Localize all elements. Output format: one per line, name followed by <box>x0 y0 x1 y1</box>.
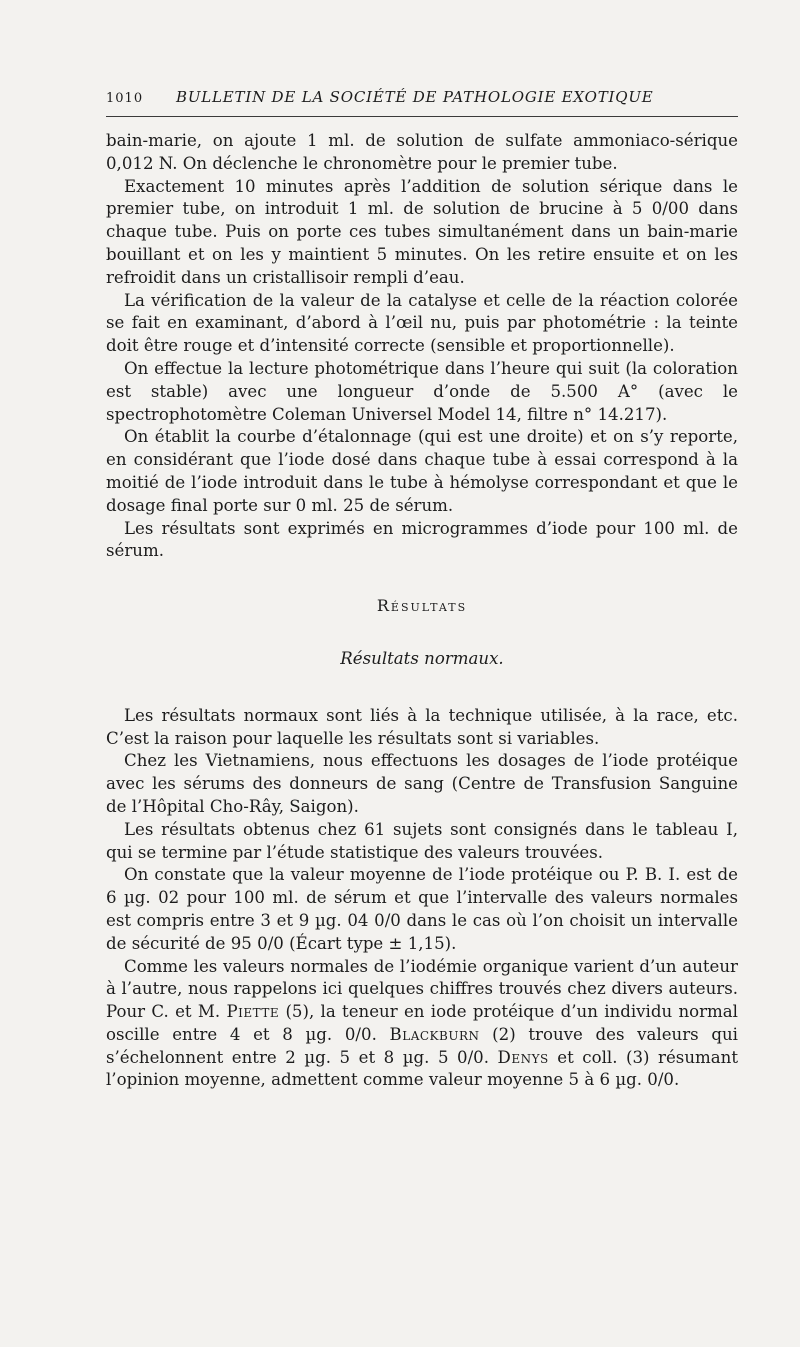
paragraph: On établit la courbe d’étalonnage (qui est une droite) et on s’y reporte, en considérant que l’iode dosé dans chaque tube à essai correspond à la moitié de l’iode introduit dans le tube à hémolyse correspondant et que le dosage final porte sur 0 ml. 25 de sérum. <box>106 427 738 515</box>
author-name: Denys <box>497 1047 549 1067</box>
paragraph: On effectue la lecture photométrique dans l’heure qui suit (la coloration est stable) avec une longueur d’onde de 5.500 A° (avec le spectrophotomètre Coleman Universel Model 14, filtre n° 14.217). <box>106 358 738 424</box>
text-run: et coll. (3) résumant l’opinion moyenne, admettent comme valeur moyenne 5 à 6 µg. 0/0. <box>106 1047 738 1090</box>
paragraph-with-citations <box>106 956 738 1093</box>
running-head <box>106 88 738 117</box>
journal-title: BULLETIN DE LA SOCIÉTÉ DE PATHOLOGIE EXOTIQUE <box>176 88 654 106</box>
paragraph: Les résultats normaux sont liés à la technique utilisée, à la race, etc. C’est la raison pour laquelle les résultats sont si variables. <box>106 705 738 748</box>
journal-page <box>106 88 738 1092</box>
text-run: (5), la teneur en iode protéique d’un individu normal oscille entre 4 et 8 µg. 0/0. <box>106 1002 738 1044</box>
paragraph: bain-marie, on ajoute 1 ml. de solution de sulfate ammoniaco-sérique 0,012 N. On déclenche le chronomètre pour le premier tube. <box>106 131 738 173</box>
paragraph: Chez les Vietnamiens, nous effectuons les dosages de l’iode protéique avec les sérums des donneurs de sang (Centre de Transfusion Sanguine de l’Hôpital Cho-Rây, Saigon). <box>106 751 738 816</box>
author-name: Piette <box>226 1002 280 1022</box>
paragraph: La vérification de la valeur de la catalyse et celle de la réaction colorée se fait en examinant, d’abord à l’œil nu, puis par photométrie : la teinte doit être rouge et d’intensité correcte (sensible et proportionnelle). <box>106 290 738 356</box>
paragraph: Exactement 10 minutes après l’addition de solution sérique dans le premier tube, on introduit 1 ml. de solution de brucine à 5 0/00 dans chaque tube. Puis on porte ces tubes simultanément dans un bain-marie bouillant et on les y maintient 5 minutes. On les retire ensuite et on les refroidit dans un cristallisoir rempli d’eau. <box>106 176 738 287</box>
text-run: Comme les valeurs normales de l’iodémie organique varient d’un auteur à l’autre, nous rappelons ici quelques chiffres trouvés chez divers auteurs. Pour C. et M. <box>106 956 738 1022</box>
section-heading: Résultats <box>376 596 468 616</box>
author-name: Blackburn <box>389 1024 480 1044</box>
body-text <box>106 130 738 1092</box>
page-number: 1010 <box>106 91 144 106</box>
paragraph: On constate que la valeur moyenne de l’iode protéique ou P. B. I. est de 6 µg. 02 pour 100 ml. de sérum et que l’intervalle des valeurs normales est compris entre 3 et 9 µg. 04 0/0 dans le cas où l’on choisit un intervalle de sécurité de 95 0/0 (Écart type ± 1,15). <box>106 865 738 953</box>
text-run: (2) trouve des valeurs qui s’échelonnent entre 2 µg. 5 et 8 µg. 5 0/0. <box>106 1024 738 1067</box>
subsection-heading: Résultats normaux. <box>340 648 504 668</box>
paragraph: Les résultats obtenus chez 61 sujets sont consignés dans le tableau I, qui se termine par l’étude statistique des valeurs trouvées. <box>106 819 738 862</box>
paragraph: Les résultats sont exprimés en microgrammes d’iode pour 100 ml. de sérum. <box>106 518 738 561</box>
